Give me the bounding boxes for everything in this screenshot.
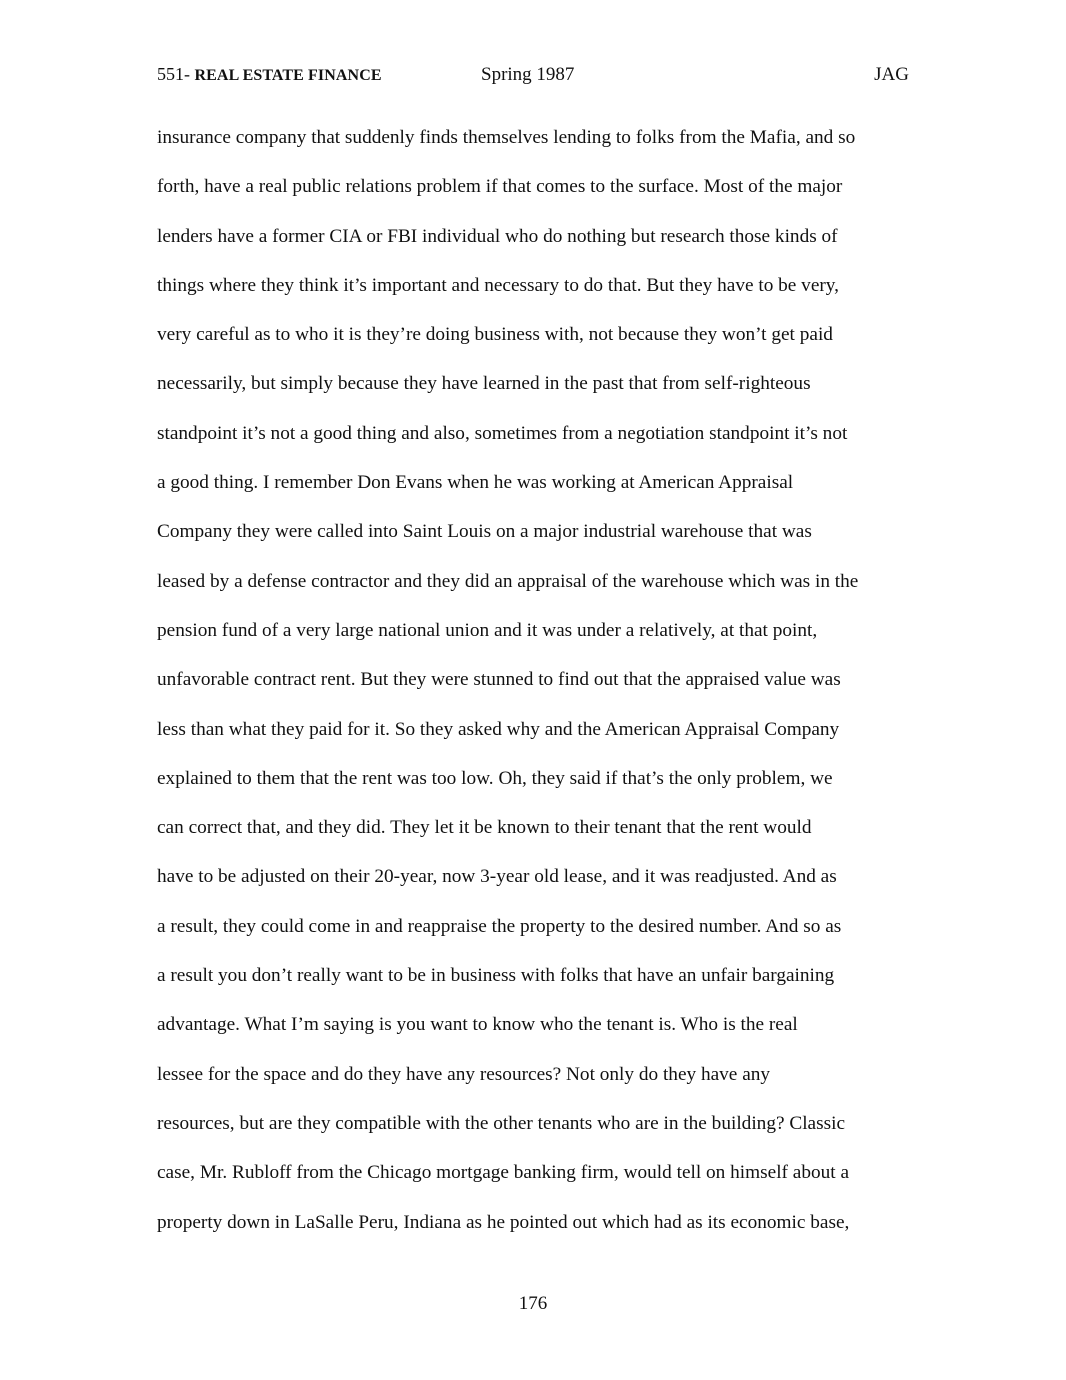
text-line: less than what they paid for it. So they asked why and the American Appraisal Company: [157, 718, 840, 740]
text-line: advantage. What I’m saying is you want to know who the tenant is. Who is the real: [157, 1014, 798, 1036]
text-line: pension fund of a very large national union and it was under a relatively, at that point,: [157, 619, 818, 641]
text-line: a result you don’t really want to be in business with folks that have an unfair bargaining: [157, 965, 835, 987]
text-line: lenders have a former CIA or FBI individual who do nothing but research those kinds of: [157, 225, 838, 247]
header-initials: JAG: [874, 64, 909, 85]
text-line: leased by a defense contractor and they did an appraisal of the warehouse which was in the: [157, 570, 859, 592]
page-number: 176: [518, 1293, 548, 1314]
text-line: a result, they could come in and reappraise the property to the desired number. And so as: [157, 915, 842, 937]
transcript-body: [157, 121, 917, 1255]
text-line: insurance company that suddenly finds themselves lending to folks from the Mafia, and so: [157, 127, 856, 148]
text-line: resources, but are they compatible with the other tenants who are in the building? Classic: [157, 1112, 846, 1134]
text-line: forth, have a real public relations problem if that comes to the surface. Most of the major: [157, 176, 843, 198]
text-line: things where they think it’s important and necessary to do that. But they have to be very,: [157, 274, 840, 296]
text-line: have to be adjusted on their 20-year, now 3-year old lease, and it was readjusted. And as: [157, 866, 837, 888]
course-title: REAL ESTATE FINANCE: [194, 67, 382, 84]
text-line: standpoint it’s not a good thing and also, sometimes from a negotiation standpoint it’s not: [157, 422, 848, 444]
page-header: [157, 64, 909, 90]
text-line: very careful as to who it is they’re doing business with, not because they won’t get paid: [157, 324, 833, 346]
header-term: Spring 1987: [481, 64, 575, 85]
header-course: [157, 64, 382, 85]
text-line: necessarily, but simply because they have learned in the past that from self-righteous: [157, 373, 811, 395]
text-line: lessee for the space and do they have any resources? Not only do they have any: [157, 1063, 771, 1085]
text-line: unfavorable contract rent. But they were stunned to find out that the appraised value was: [157, 669, 841, 691]
text-line: can correct that, and they did. They let it be known to their tenant that the rent would: [157, 817, 812, 839]
course-number: 551-: [157, 64, 195, 84]
text-line: property down in LaSalle Peru, Indiana as he pointed out which had as its economic base,: [157, 1211, 850, 1233]
text-line: explained to them that the rent was too low. Oh, they said if that’s the only problem, we: [157, 767, 833, 789]
text-line: case, Mr. Rubloff from the Chicago mortgage banking firm, would tell on himself about a: [157, 1162, 850, 1184]
text-line: Company they were called into Saint Louis on a major industrial warehouse that was: [157, 521, 812, 543]
text-line: a good thing. I remember Don Evans when he was working at American Appraisal: [157, 472, 794, 494]
